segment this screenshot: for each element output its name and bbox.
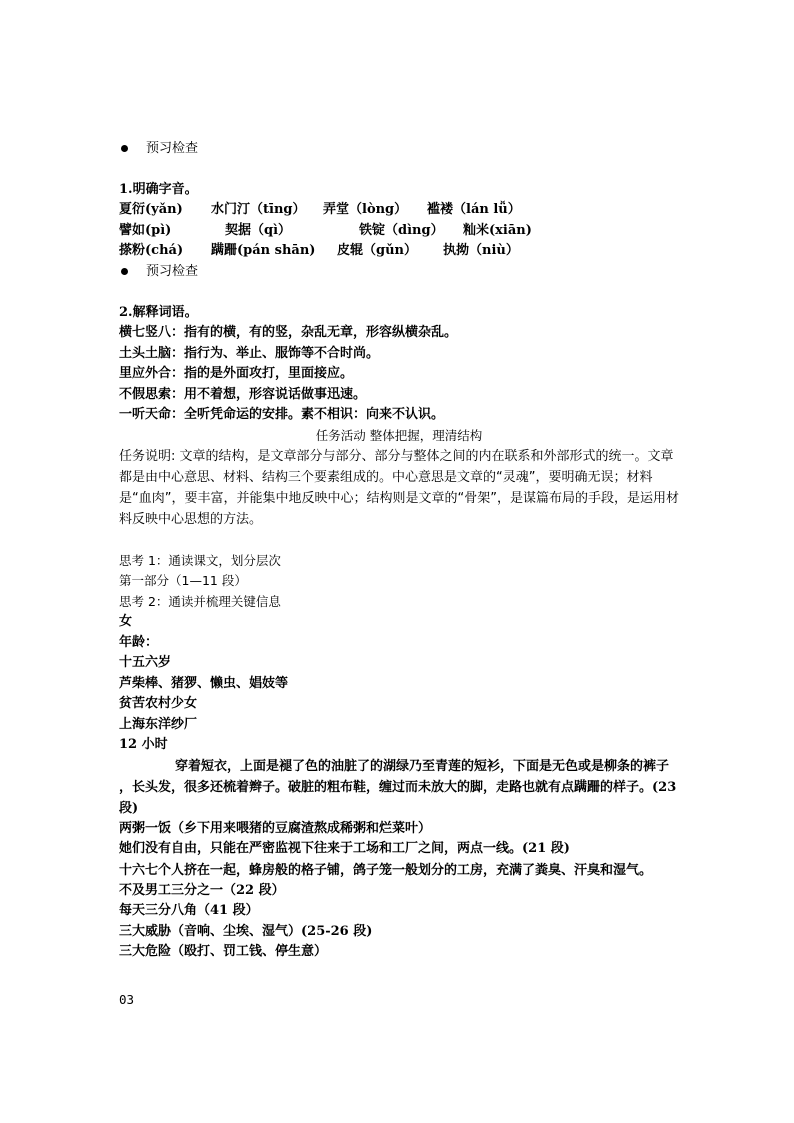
thinking-question-2: 思考 2：通读并梳理关键信息: [119, 593, 281, 609]
dangers-line: 三大危险（殴打、罚工钱、停生意）: [119, 944, 328, 959]
age-value: 十五六岁: [119, 655, 172, 670]
definition-item: 不假思索：用不着想，形容说话做事迅速。: [119, 386, 367, 402]
definition-item: 横七竖八：指有的横，有的竖，杂乱无章，形容纵横杂乱。: [119, 325, 458, 340]
thinking-question-1: 思考 1：通读课文，划分层次: [119, 552, 281, 568]
task-description: 任务说明: 文章的结构，是文章部分与部分、部分与整体之间的内在联系和外部形式的统一。文章都是由中心意思、材料、结构三个要素组成的。中心意思是文章的“灵魂”，要明确无误；材料是“血肉”，要丰富，并能集中地反映中心；结构则是文章的“骨架”，是谋篇布局的手段，是运用材料反映中心思想的方法。: [119, 449, 679, 527]
definition-item: 一听天命：全听凭命运的安排。素不相识：向来不认识。: [119, 407, 445, 422]
housing-paragraph: 十六七个人挤在一起，蜂房般的格子铺，鸽子笼一般划分的工房，充满了粪臭、汗臭和湿气。: [119, 862, 653, 878]
freedom-line: 她们没有自由，只能在严密监视下往来于工场和工厂之间，两点一线。(21 段): [119, 841, 570, 856]
wage-line: 不及男工三分之一（22 段）: [119, 882, 285, 898]
threats-line: 三大威胁（音响、尘埃、湿气）(25-26 段): [119, 923, 373, 939]
appearance-paragraph: 穿着短衣，上面是褪了色的油脏了的湖绿乃至青莲的短衫，下面是无色或是柳条的裤子 ，长头发，很多还梳着辫子。破脏的粗布鞋，缠过而未放大的脚，走路也就有点蹒跚的样子。(23 段): [119, 758, 677, 816]
definition-item: 里应外合：指的是外面攻打，里面接应。: [119, 366, 354, 381]
nicknames: 芦柴棒、猪猡、懒虫、娼妓等: [119, 675, 289, 691]
definition-item: 土头土脑：指行为、举止、服饰等不合时尚。: [119, 345, 380, 361]
daily-wage-line: 每天三分八角（41 段）: [119, 903, 259, 918]
factory: 上海东洋纱厂: [119, 716, 198, 732]
task-title: 任务活动 整体把握，理清结构: [315, 427, 483, 443]
pronunciation-row-2: 譬如(pì) 契据（qì） 铁锭（dìng） 籼米(xiān): [119, 222, 532, 238]
food-line: 两粥一饭（乡下用来喂猪的豆腐渣熬成稀粥和烂菜叶）: [119, 820, 432, 836]
preview-check-heading-2: 预习检查: [119, 262, 679, 283]
working-hours: 12 小时: [119, 737, 168, 752]
pronunciation-row-1: 夏衍(yǎn) 水门汀（tīng） 弄堂（lòng） 褴褛（lán lǚ）: [119, 202, 521, 217]
vocabulary-heading: 2.解释词语。: [119, 304, 198, 320]
bullet-icon: [121, 145, 128, 152]
gender-value: 女: [119, 614, 133, 629]
bullet-icon: [121, 268, 128, 275]
origin: 贫苦农村少女: [119, 696, 198, 711]
pronunciation-heading: 1.明确字音。: [119, 181, 198, 197]
pronunciation-row-3: 搽粉(chá) 蹒跚(pán shān) 皮辊（gǔn） 执拗（niù）: [119, 243, 519, 258]
document-body: [119, 118, 679, 963]
age-label: 年龄：: [119, 634, 159, 650]
preview-check-heading-1: 预习检查: [119, 139, 679, 160]
page-number: 03: [119, 992, 135, 1007]
part-one-label: 第一部分（1—11 段）: [119, 573, 247, 588]
